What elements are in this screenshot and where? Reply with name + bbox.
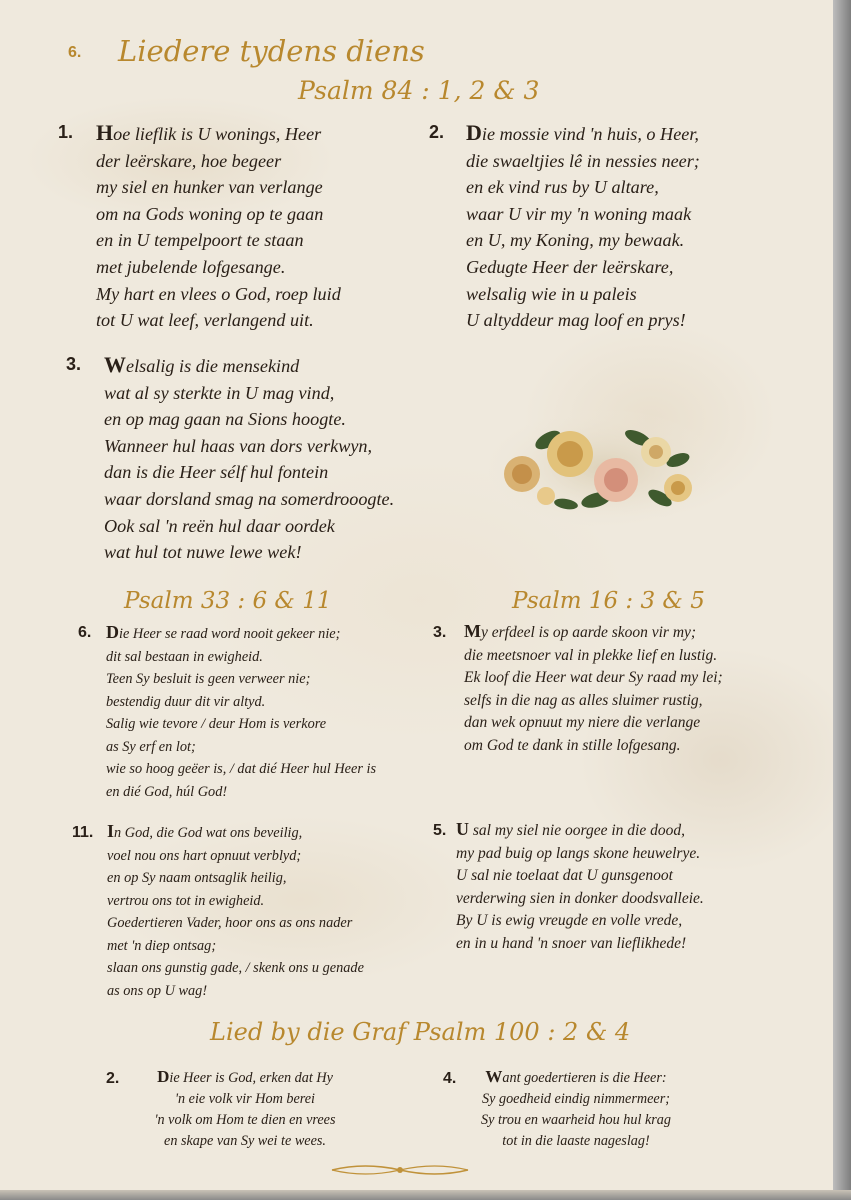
verse-line xyxy=(464,620,723,645)
verse-line-text: sal my siel nie oorgee in die dood, xyxy=(469,822,685,839)
verse-line-text: en U, my Koning, my bewaak. xyxy=(466,230,685,251)
verse-line-text: wie so hoog geëer is, / dat dié Heer hul Heer is xyxy=(106,761,377,777)
psalm84-heading: Psalm 84 : 1, 2 & 3 xyxy=(298,76,540,105)
drop-cap: W xyxy=(104,352,126,377)
verse-line xyxy=(104,380,394,407)
verse-number: 3. xyxy=(66,354,82,374)
verse-line xyxy=(466,227,700,254)
verse-line-text: n God, die God wat ons beveilig, xyxy=(114,825,303,841)
verse-line-text: dan is die Heer sélf hul fontein xyxy=(104,462,329,483)
psalm33-verse-6 xyxy=(106,621,376,803)
verse-line xyxy=(96,148,341,175)
verse-line xyxy=(107,980,364,1003)
verse-line-text: die swaeltjies lê in nessies neer; xyxy=(466,150,700,171)
verse-number: 2. xyxy=(429,122,445,142)
verse-line-text: vertrou ons tot in ewigheid. xyxy=(107,892,265,909)
drop-cap: I xyxy=(107,821,115,841)
verse-line-text: Goedertieren Vader, hoor ons as ons nader xyxy=(107,915,353,931)
psalm16-verse-3 xyxy=(464,620,723,758)
verse-number: 5. xyxy=(433,822,447,839)
verse-line-text: 'n volk om Hom te dien en vrees xyxy=(154,1112,336,1128)
psalm16-heading: Psalm 16 : 3 & 5 xyxy=(512,588,705,614)
verse-line-text: selfs in die nag as alles sluimer rustig, xyxy=(464,691,703,709)
drop-cap: D xyxy=(106,622,119,642)
verse-line xyxy=(446,1066,706,1089)
verse-line-text: elsalig is die mensekind xyxy=(126,356,300,376)
verse-line-text: en dié God, húl God! xyxy=(106,783,228,800)
verse-line xyxy=(116,1089,374,1110)
flourish-divider-ornament xyxy=(330,1160,470,1180)
verse-line xyxy=(106,736,376,759)
verse-line-text: en in U tempelpoort te staan xyxy=(96,230,304,251)
verse-line xyxy=(107,957,364,980)
verse-line xyxy=(106,758,376,781)
verse-line xyxy=(104,513,394,540)
verse-line xyxy=(107,890,364,913)
verse-line-text: Salig wie tevore / deur Hom is verkore xyxy=(106,716,327,732)
verse-line-text: ie Heer is God, erken dat Hy xyxy=(169,1070,333,1086)
verse-line-text: om na Gods woning op te gaan xyxy=(96,203,324,224)
verse-line xyxy=(104,352,394,380)
verse-line-text: oe lieflik is U wonings, Heer xyxy=(113,124,322,144)
verse-line-text: Ook sal 'n reën hul daar oordek xyxy=(104,515,335,536)
verse-line xyxy=(107,935,364,958)
verse-line xyxy=(456,818,704,843)
verse-line-text: met jubelende lofgesange. xyxy=(96,256,286,277)
psalm33-heading: Psalm 33 : 6 & 11 xyxy=(124,588,332,614)
verse-line xyxy=(464,712,723,735)
verse-line xyxy=(456,843,704,866)
verse-line-text: bestendig duur dit vir altyd. xyxy=(106,693,266,710)
verse-line-text: tot in die laaste nageslag! xyxy=(502,1133,650,1149)
verse-line xyxy=(96,174,341,201)
verse-line-text: Sy trou en waarheid hou hul krag xyxy=(481,1112,671,1128)
verse-line xyxy=(456,888,704,911)
verse-line-text: as ons op U wag! xyxy=(107,982,208,999)
verse-line xyxy=(96,281,341,308)
verse-number: 3. xyxy=(433,624,447,641)
psalm16-verse-5 xyxy=(456,818,704,956)
verse-line xyxy=(107,820,364,845)
verse-line xyxy=(466,201,700,228)
verse-line xyxy=(464,690,723,713)
lied-heading: Lied by die Graf Psalm 100 : 2 & 4 xyxy=(210,1018,631,1046)
verse-line xyxy=(456,865,704,888)
verse-line xyxy=(446,1089,706,1110)
verse-line-text: tot U wat leef, verlangend uit. xyxy=(96,310,314,331)
verse-line xyxy=(107,867,364,890)
verse-line-text: waar U vir my 'n woning maak xyxy=(466,203,692,224)
verse-line-text: My hart en vlees o God, roep luid xyxy=(96,283,341,304)
verse-number: 2. xyxy=(106,1070,120,1087)
verse-line-text: my siel en hunker van verlange xyxy=(96,177,323,198)
verse-line-text: wat hul tot nuwe lewe wek! xyxy=(104,542,302,563)
verse-line-text: en op Sy naam ontsaglik heilig, xyxy=(107,870,287,886)
verse-line xyxy=(107,912,364,935)
verse-line xyxy=(106,621,376,646)
verse-line-text: en ek vind rus by U altare, xyxy=(466,177,659,198)
verse-line-text: dan wek opnuut my niere die verlange xyxy=(464,714,701,732)
drop-cap: D xyxy=(157,1067,170,1086)
verse-line-text: en op mag gaan na Sions hoogte. xyxy=(104,409,346,430)
verse-number: 11. xyxy=(72,824,94,841)
verse-line xyxy=(106,668,376,691)
verse-line xyxy=(464,667,723,690)
verse-line xyxy=(96,227,341,254)
verse-number: 1. xyxy=(58,122,74,142)
verse-line-text: waar dorsland smag na somerdrooogte. xyxy=(104,488,395,509)
psalm84-verse-2 xyxy=(466,120,700,334)
verse-line-text: Ek loof die Heer wat deur Sy raad my lei; xyxy=(464,669,723,687)
verse-line-text: der leërskare, hoe begeer xyxy=(96,150,282,171)
page-title: Liedere tydens diens xyxy=(118,34,425,68)
verse-line-text: en in u hand 'n snoer van lieflikhede! xyxy=(456,934,687,952)
verse-line-text: Sy goedheid eindig nimmermeer; xyxy=(482,1091,670,1107)
verse-line-text: By U is ewig vreugde en volle vrede, xyxy=(456,912,683,930)
lied-verse-2 xyxy=(116,1066,374,1152)
verse-line xyxy=(106,691,376,714)
verse-line xyxy=(466,120,700,148)
page-bottom-shadow xyxy=(0,1190,851,1200)
drop-cap: H xyxy=(96,120,114,145)
verse-line xyxy=(446,1131,706,1152)
verse-line-text: voel nou ons hart opnuut verblyd; xyxy=(107,847,302,864)
lied-verse-4 xyxy=(446,1066,706,1152)
verse-line xyxy=(466,281,700,308)
verse-line xyxy=(446,1110,706,1131)
verse-line-text: wat al sy sterkte in U mag vind, xyxy=(104,382,335,403)
psalm84-verse-1 xyxy=(96,120,341,334)
verse-line xyxy=(106,781,376,804)
verse-line-text: ie mossie vind 'n huis, o Heer, xyxy=(481,124,699,144)
verse-line xyxy=(116,1131,374,1152)
verse-line-text: en skape van Sy wei te wees. xyxy=(164,1133,326,1149)
verse-line-text: y erfdeel is op aarde skoon vir my; xyxy=(481,624,697,641)
verse-line xyxy=(107,845,364,868)
verse-line xyxy=(456,910,704,933)
verse-line-text: as Sy erf en lot; xyxy=(106,738,196,755)
verse-line-text: my pad buig op langs skone heuwelrye. xyxy=(456,844,701,862)
verse-line xyxy=(456,933,704,956)
verse-line xyxy=(106,646,376,669)
psalm33-verse-11 xyxy=(107,820,364,1002)
verse-line xyxy=(466,148,700,175)
verse-line-text: dit sal bestaan in ewigheid. xyxy=(106,648,263,665)
drop-cap: M xyxy=(464,621,481,641)
verse-line-text: ant goedertieren is die Heer: xyxy=(502,1070,667,1086)
verse-line-text: U altyddeur mag loof en prys! xyxy=(466,310,686,331)
verse-line-text: U sal nie toelaat dat U gunsgenoot xyxy=(456,867,673,885)
verse-line-text: met 'n diep ontsag; xyxy=(107,937,217,954)
verse-line xyxy=(104,406,394,433)
verse-number: 4. xyxy=(443,1070,457,1087)
verse-line xyxy=(96,307,341,334)
verse-line-text: ie Heer se raad word nooit gekeer nie; xyxy=(119,626,341,642)
rose-bouquet-image xyxy=(488,408,718,528)
verse-line-text: Gedugte Heer der leërskare, xyxy=(466,256,674,277)
section-number: 6. xyxy=(68,44,82,61)
drop-cap: D xyxy=(466,120,482,145)
verse-line-text: Wanneer hul haas van dors verkwyn, xyxy=(104,435,373,456)
verse-line xyxy=(96,254,341,281)
verse-line-text: Teen Sy besluit is geen verweer nie; xyxy=(106,671,311,687)
verse-line xyxy=(96,120,341,148)
verse-line xyxy=(104,539,394,566)
verse-line xyxy=(466,174,700,201)
verse-line-text: 'n eie volk vir Hom berei xyxy=(175,1091,315,1107)
verse-line xyxy=(466,254,700,281)
verse-line xyxy=(104,459,394,486)
verse-line xyxy=(116,1110,374,1131)
verse-line-text: slaan ons gunstig gade, / skenk ons u genade xyxy=(107,960,364,976)
verse-line-text: om God te dank in stille lofgesang. xyxy=(464,736,681,754)
drop-cap: W xyxy=(485,1067,503,1086)
verse-number: 6. xyxy=(78,624,92,641)
verse-line xyxy=(104,486,394,513)
verse-line xyxy=(466,307,700,334)
verse-line-text: die meetsnoer val in plekke lief en lustig. xyxy=(464,646,718,664)
verse-line xyxy=(116,1066,374,1089)
page-edge-shadow xyxy=(833,0,851,1200)
verse-line xyxy=(104,433,394,460)
drop-cap: U xyxy=(456,819,469,839)
psalm84-verse-3 xyxy=(104,352,394,566)
verse-line-text: verderwing sien in donker doodsvalleie. xyxy=(456,889,704,907)
verse-line xyxy=(464,645,723,668)
verse-line xyxy=(464,735,723,758)
verse-line-text: welsalig wie in u paleis xyxy=(466,283,637,304)
verse-line xyxy=(96,201,341,228)
verse-line xyxy=(106,713,376,736)
